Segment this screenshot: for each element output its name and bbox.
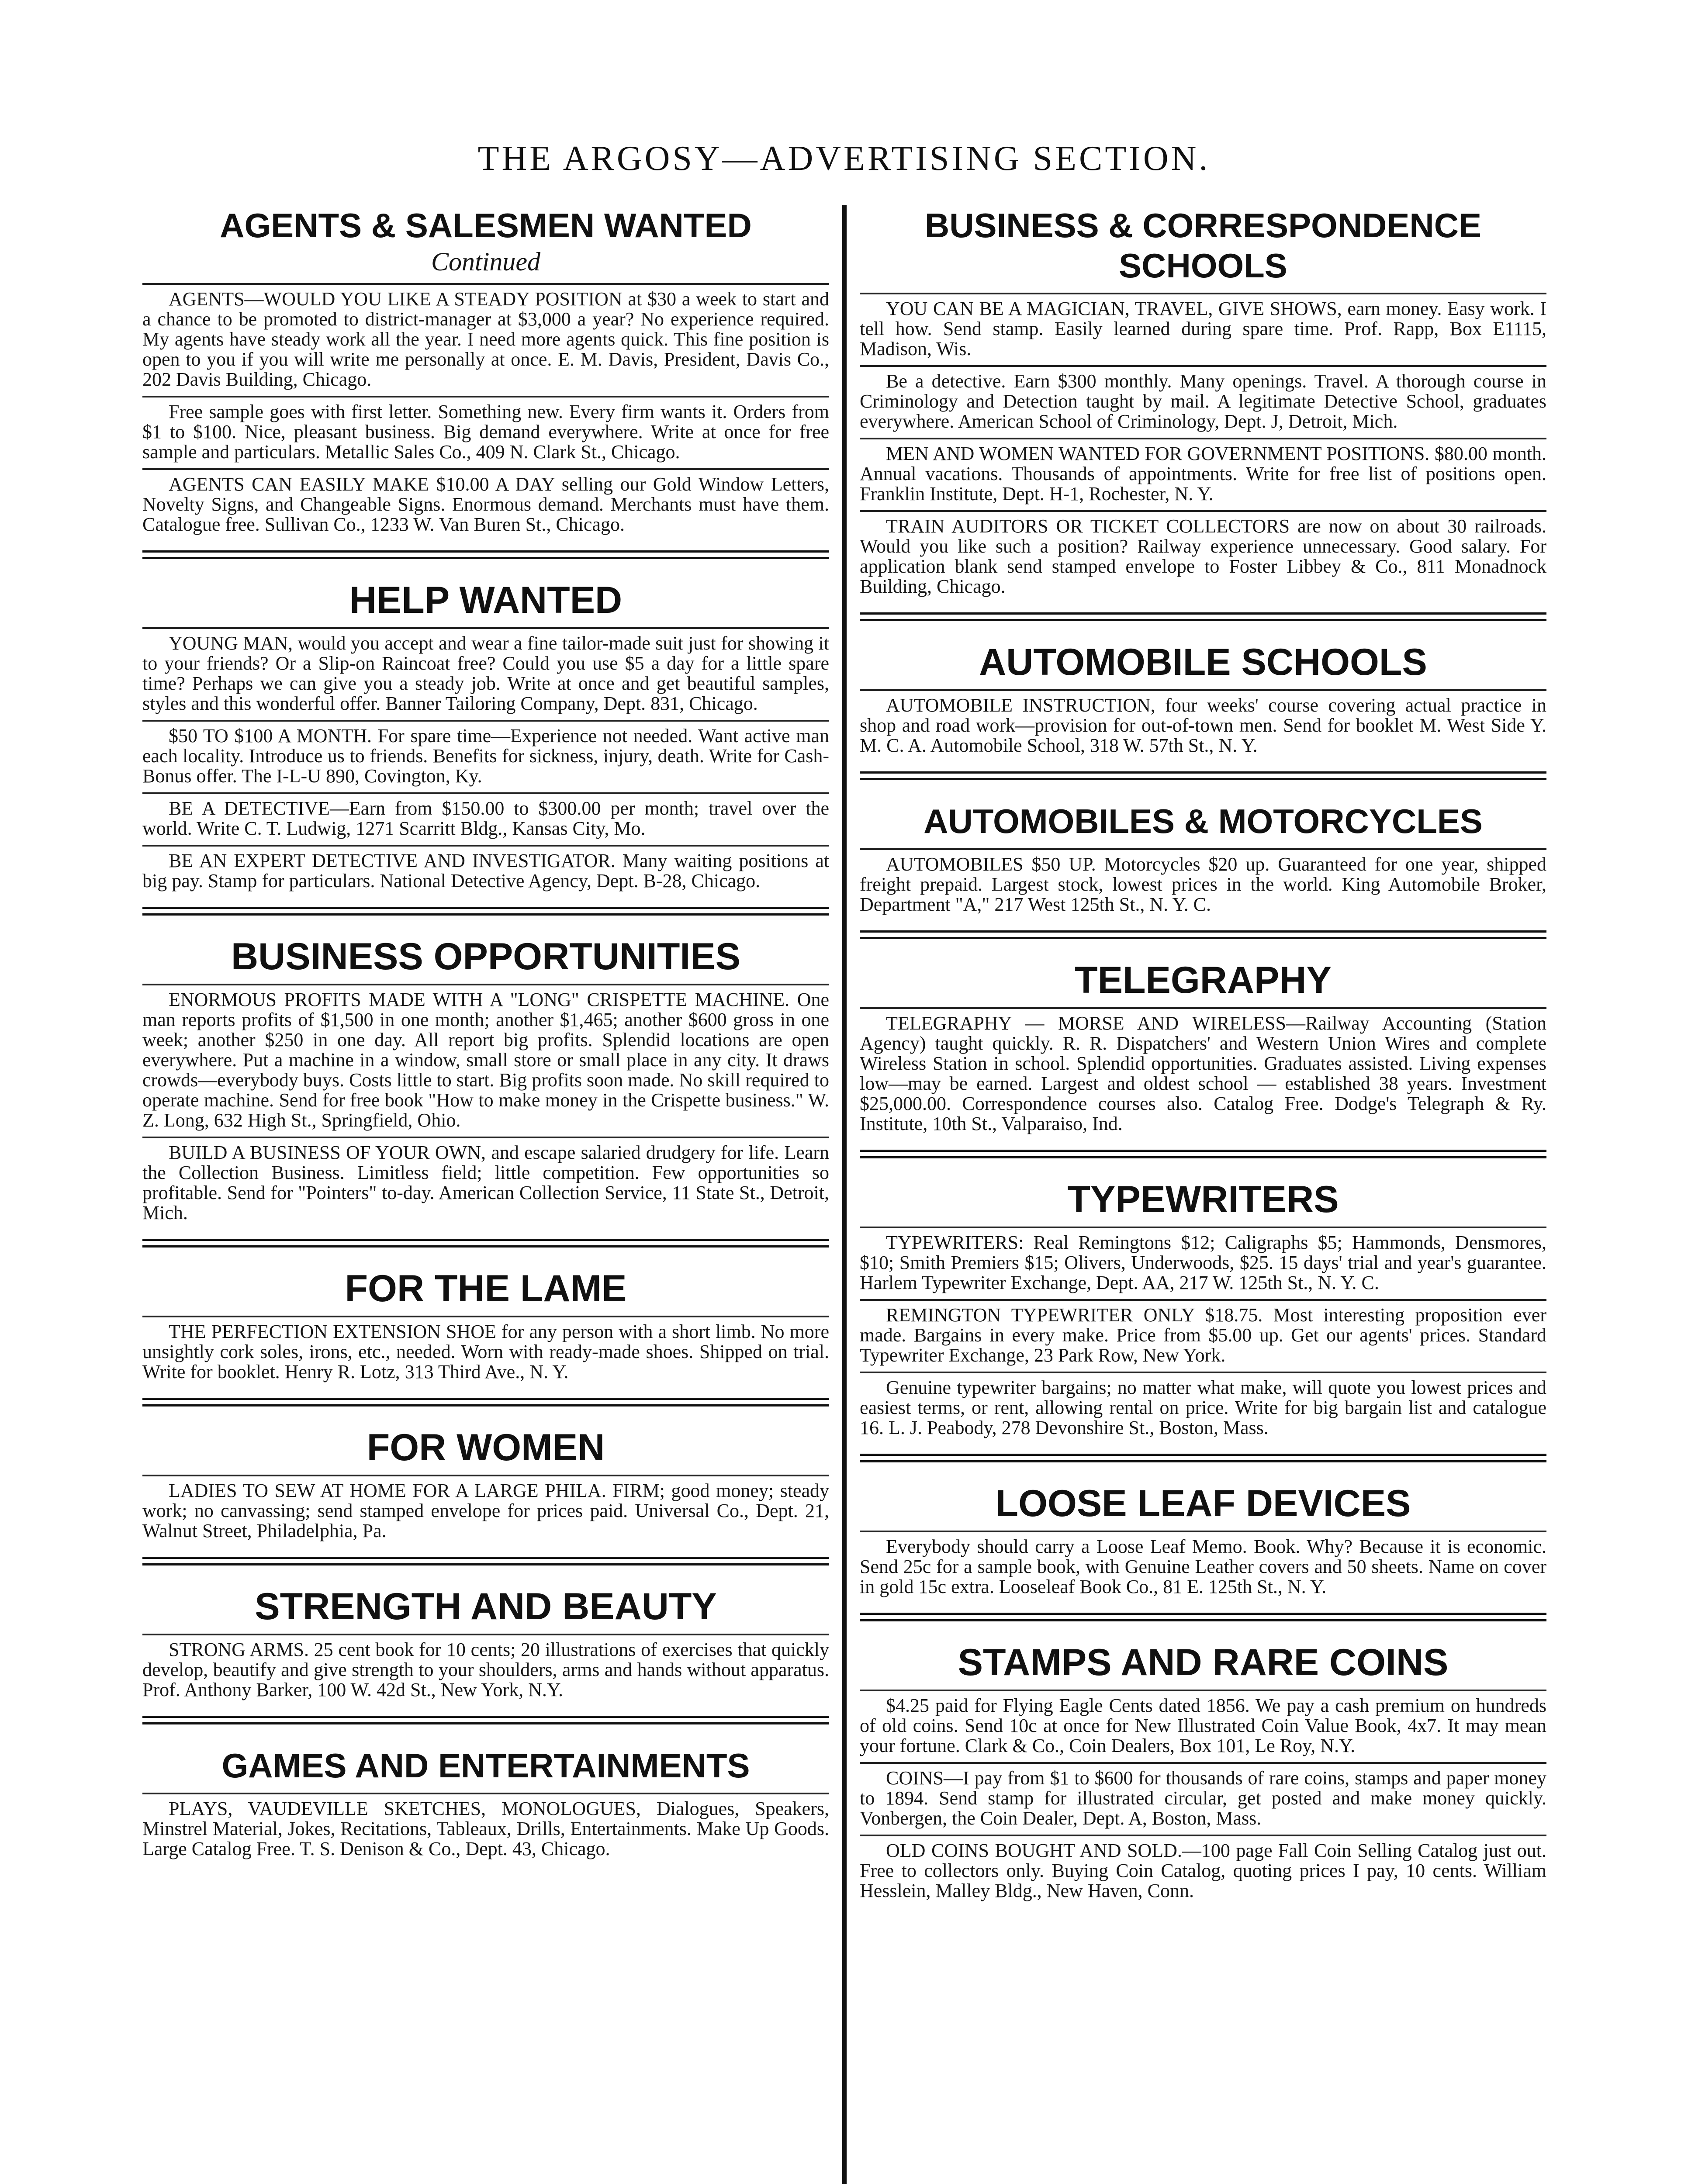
column-divider xyxy=(842,205,847,2184)
section-games-and-entertainments xyxy=(142,1716,829,1865)
section-heading: BUSINESS & CORRESPONDENCE SCHOOLS xyxy=(924,206,1482,285)
section-rule xyxy=(860,1454,1546,1462)
section-heading: BUSINESS OPPORTUNITIES xyxy=(231,936,740,978)
section-rule xyxy=(860,1150,1546,1158)
section-telegraphy xyxy=(860,930,1546,1140)
classified-ad: OLD COINS BOUGHT AND SOLD.—100 page Fall Coin Selling Catalog just out. Free to collectors only. Buying Coin Catalog, quoting prices I pay, 10 cents. William Hesslein, Malley Bldg., New Haven, Conn. xyxy=(860,1835,1546,1907)
classified-ad: COINS—I pay from $1 to $600 for thousands of rare coins, stamps and paper money to 1894. Send stamp for illustrated circular, get posted and make money quickly. Vonbergen, the Coin Dealer, Dept. A, Boston, Mass. xyxy=(860,1762,1546,1835)
classified-ad: PLAYS, VAUDEVILLE SKETCHES, MONOLOGUES, Dialogues, Speakers, Minstrel Material, Jokes, Recitations, Tableaux, Drills, Entertainments. Make Up Goods. Large Catalog Free. T. S. Denison & Co., Dept. 43, Chicago. xyxy=(142,1793,829,1865)
section-rule xyxy=(860,1613,1546,1621)
classified-ad: MEN AND WOMEN WANTED FOR GOVERNMENT POSITIONS. $80.00 month. Annual vacations. Thousands of appointments. Write for free list of positions open. Franklin Institute, Dept. H-1, Rochester, N. Y. xyxy=(860,438,1546,510)
section-business-correspondence-schools xyxy=(860,205,1546,603)
classified-ad: YOU CAN BE A MAGICIAN, TRAVEL, GIVE SHOWS, earn money. Easy work. I tell how. Send stamp. Easily learned during spare time. Prof. Rapp, Box E1115, Madison, Wis. xyxy=(860,293,1546,365)
section-rule xyxy=(860,930,1546,939)
classified-ad: THE PERFECTION EXTENSION SHOE for any person with a short limb. No more unsightly cork soles, irons, etc., needed. Worn with ready-made shoes. Shipped on trial. Write for booklet. Henry R. Lotz, 313 Third Ave., N. Y. xyxy=(142,1316,829,1388)
section-heading: TELEGRAPHY xyxy=(1075,959,1332,1001)
page-header: THE ARGOSY—ADVERTISING SECTION. xyxy=(477,139,1211,178)
classified-ad: $50 TO $100 A MONTH. For spare time—Experience not needed. Want active man each locality. Introduce us to friends. Benefits for sickness, injury, death. Write for Cash-Bonus offer. The I-L-U 890, Covington, Ky. xyxy=(142,720,829,792)
section-heading: FOR THE LAME xyxy=(345,1268,627,1310)
section-heading: STAMPS AND RARE COINS xyxy=(958,1641,1449,1683)
section-heading: TYPEWRITERS xyxy=(1067,1178,1339,1220)
section-rule xyxy=(860,771,1546,780)
classified-ad: Genuine typewriter bargains; no matter what make, will quote you lowest prices and easiest terms, or rent, allowing rental on price. Write for big bargain list and catalogue 16. L. J. Peabody, 278 Devonshire St., Boston, Mass. xyxy=(860,1372,1546,1444)
section-for-the-lame xyxy=(142,1239,829,1388)
section-rule xyxy=(142,1239,829,1248)
section-subheading: Continued xyxy=(431,247,540,276)
section-for-women xyxy=(142,1398,829,1547)
classified-ad: AUTOMOBILES $50 UP. Motorcycles $20 up. Guaranteed for one year, shipped freight prepaid. Largest stock, lowest prices in the world. King Automobile Broker, Department "A," 217 West 125th St., N. Y. C. xyxy=(860,848,1546,921)
section-heading: AUTOMOBILE SCHOOLS xyxy=(979,641,1427,683)
classified-ad: TELEGRAPHY — MORSE AND WIRELESS—Railway Accounting (Station Agency) taught quickly. R. R. Dispatchers' and Western Union Wires and complete Wireless Station in school. Splendid opportunities. Graduates assisted. Living expenses low—may be earned. Largest and oldest school — established 38 years. Investment $25,000.00. Correspondence courses also. Catalog Free. Dodge's Telegraph & Ry. Institute, 10th St., Valparaiso, Ind. xyxy=(860,1007,1546,1140)
classified-ad: BE A DETECTIVE—Earn from $150.00 to $300.00 per month; travel over the world. Write C. T. Ludwig, 1271 Scarritt Bldg., Kansas City, Mo. xyxy=(142,792,829,845)
section-automobiles-motorcycles xyxy=(860,771,1546,921)
classified-ad: TRAIN AUDITORS OR TICKET COLLECTORS are now on about 30 railroads. Would you like such a position? Railway experience unnecessary. Good salary. For application blank send stamped envelope to Foster Libbey & Co., 811 Monadnock Building, Chicago. xyxy=(860,510,1546,603)
classified-ad: YOUNG MAN, would you accept and wear a fine tailor-made suit just for showing it to your friends? Or a Slip-on Raincoat free? Could you use $5 a day for a little spare time? Perhaps we can give you a steady job. Write at once and get beautiful samples, styles and this wonderful offer. Banner Tailoring Company, Dept. 831, Chicago. xyxy=(142,627,829,720)
section-heading: LOOSE LEAF DEVICES xyxy=(995,1482,1411,1524)
section-agents-salesmen-wanted xyxy=(142,205,829,541)
section-business-opportunities xyxy=(142,907,829,1229)
section-automobile-schools xyxy=(860,612,1546,762)
right-column xyxy=(847,205,1546,2184)
left-column xyxy=(142,205,842,2184)
section-strength-and-beauty xyxy=(142,1557,829,1706)
classified-ad: $4.25 paid for Flying Eagle Cents dated 1856. We pay a cash premium on hundreds of old coins. Send 10c at once for New Illustrated Coin Value Book, 4x7. It may mean your fortune. Clark & Co., Coin Dealers, Box 101, Le Roy, N.Y. xyxy=(860,1690,1546,1762)
classified-ad: BUILD A BUSINESS OF YOUR OWN, and escape salaried drudgery for life. Learn the Collection Business. Limitless field; little competition. Few opportunities so profitable. Send for "Pointers" to-day. American Collection Service, 11 State St., Detroit, Mich. xyxy=(142,1137,829,1229)
section-heading: AUTOMOBILES & MOTORCYCLES xyxy=(924,802,1483,840)
section-help-wanted xyxy=(142,550,829,897)
section-heading: AGENTS & SALESMEN WANTED xyxy=(220,206,752,245)
section-stamps-and-rare-coins xyxy=(860,1613,1546,1907)
classified-ad: ENORMOUS PROFITS MADE WITH A "LONG" CRISPETTE MACHINE. One man reports profits of $1,500 in one month; another $1,465; another $600 gross in one week; another $250 in one day. All report big profits. Splendid locations are open everywhere. Put a machine in a window, small store or small place in any city. It draws crowds—everybody buys. Costs little to start. Big profits soon made. No skill required to operate machine. Send for free book "How to make money in the Crispette business." W. Z. Long, 632 High St., Springfield, Ohio. xyxy=(142,984,829,1137)
section-rule xyxy=(142,550,829,559)
classified-ad: LADIES TO SEW AT HOME FOR A LARGE PHILA. FIRM; good money; steady work; no canvassing; send stamped envelope for prices paid. Universal Co., Dept. 21, Walnut Street, Philadelphia, Pa. xyxy=(142,1475,829,1547)
section-heading: FOR WOMEN xyxy=(367,1427,605,1469)
section-rule xyxy=(142,1557,829,1565)
section-loose-leaf-devices xyxy=(860,1454,1546,1603)
section-rule xyxy=(860,612,1546,621)
section-heading: STRENGTH AND BEAUTY xyxy=(255,1586,717,1628)
classified-ad: Everybody should carry a Loose Leaf Memo. Book. Why? Because it is economic. Send 25c for a sample book, with Genuine Leather covers and 50 sheets. Name on cover in gold 15c extra. Looseleaf Book Co., 81 E. 125th St., N. Y. xyxy=(860,1531,1546,1603)
classified-ad: AUTOMOBILE INSTRUCTION, four weeks' course covering actual practice in shop and road work—provision for out-of-town men. Send for booklet M. West Side Y. M. C. A. Automobile School, 318 W. 57th St., N. Y. xyxy=(860,689,1546,762)
section-rule xyxy=(142,907,829,916)
section-heading: GAMES AND ENTERTAINMENTS xyxy=(221,1746,750,1785)
section-rule xyxy=(142,1398,829,1406)
section-typewriters xyxy=(860,1150,1546,1444)
classified-ad: Free sample goes with first letter. Something new. Every firm wants it. Orders from $1 to $100. Nice, pleasant business. Big demand everywhere. Write at once for free sample and particulars. Metallic Sales Co., 409 N. Clark St., Chicago. xyxy=(142,396,829,468)
section-rule xyxy=(142,1716,829,1724)
classified-ad: STRONG ARMS. 25 cent book for 10 cents; 20 illustrations of exercises that quickly develop, beautify and give strength to your shoulders, arms and hands without apparatus. Prof. Anthony Barker, 100 W. 42d St., New York, N.Y. xyxy=(142,1634,829,1706)
section-heading: HELP WANTED xyxy=(349,579,623,621)
classified-ad: REMINGTON TYPEWRITER ONLY $18.75. Most interesting proposition ever made. Bargains in every make. Price from $5.00 up. Get our agents' prices. Standard Typewriter Exchange, 23 Park Row, New York. xyxy=(860,1299,1546,1372)
classified-ad: Be a detective. Earn $300 monthly. Many openings. Travel. A thorough course in Criminology and Detection taught by mail. A legitimate Detective School, graduates everywhere. American School of Criminology, Dept. J, Detroit, Mich. xyxy=(860,365,1546,438)
classified-ad: AGENTS CAN EASILY MAKE $10.00 A DAY selling our Gold Window Letters, Novelty Signs, and Changeable Signs. Enormous demand. Merchants must have them. Catalogue free. Sullivan Co., 1233 W. Van Buren St., Chicago. xyxy=(142,468,829,541)
columns xyxy=(142,205,1555,2184)
classified-ad: AGENTS—WOULD YOU LIKE A STEADY POSITION at $30 a week to start and a chance to be promoted to district-manager at $3,000 a year? No experience required. My agents have steady work all the year. I need more agents quick. This fine position is open to you if you will write me personally at once. E. M. Davis, President, Davis Co., 202 Davis Building, Chicago. xyxy=(142,283,829,396)
classified-ad: TYPEWRITERS: Real Remingtons $12; Caligraphs $5; Hammonds, Densmores, $10; Smith Premiers $15; Olivers, Underwoods, $25. 15 days' trial and year's guarantee. Harlem Typewriter Exchange, Dept. AA, 217 W. 125th St., N. Y. C. xyxy=(860,1227,1546,1299)
classified-ad: BE AN EXPERT DETECTIVE AND INVESTIGATOR. Many waiting positions at big pay. Stamp for particulars. National Detective Agency, Dept. B-28, Chicago. xyxy=(142,845,829,897)
